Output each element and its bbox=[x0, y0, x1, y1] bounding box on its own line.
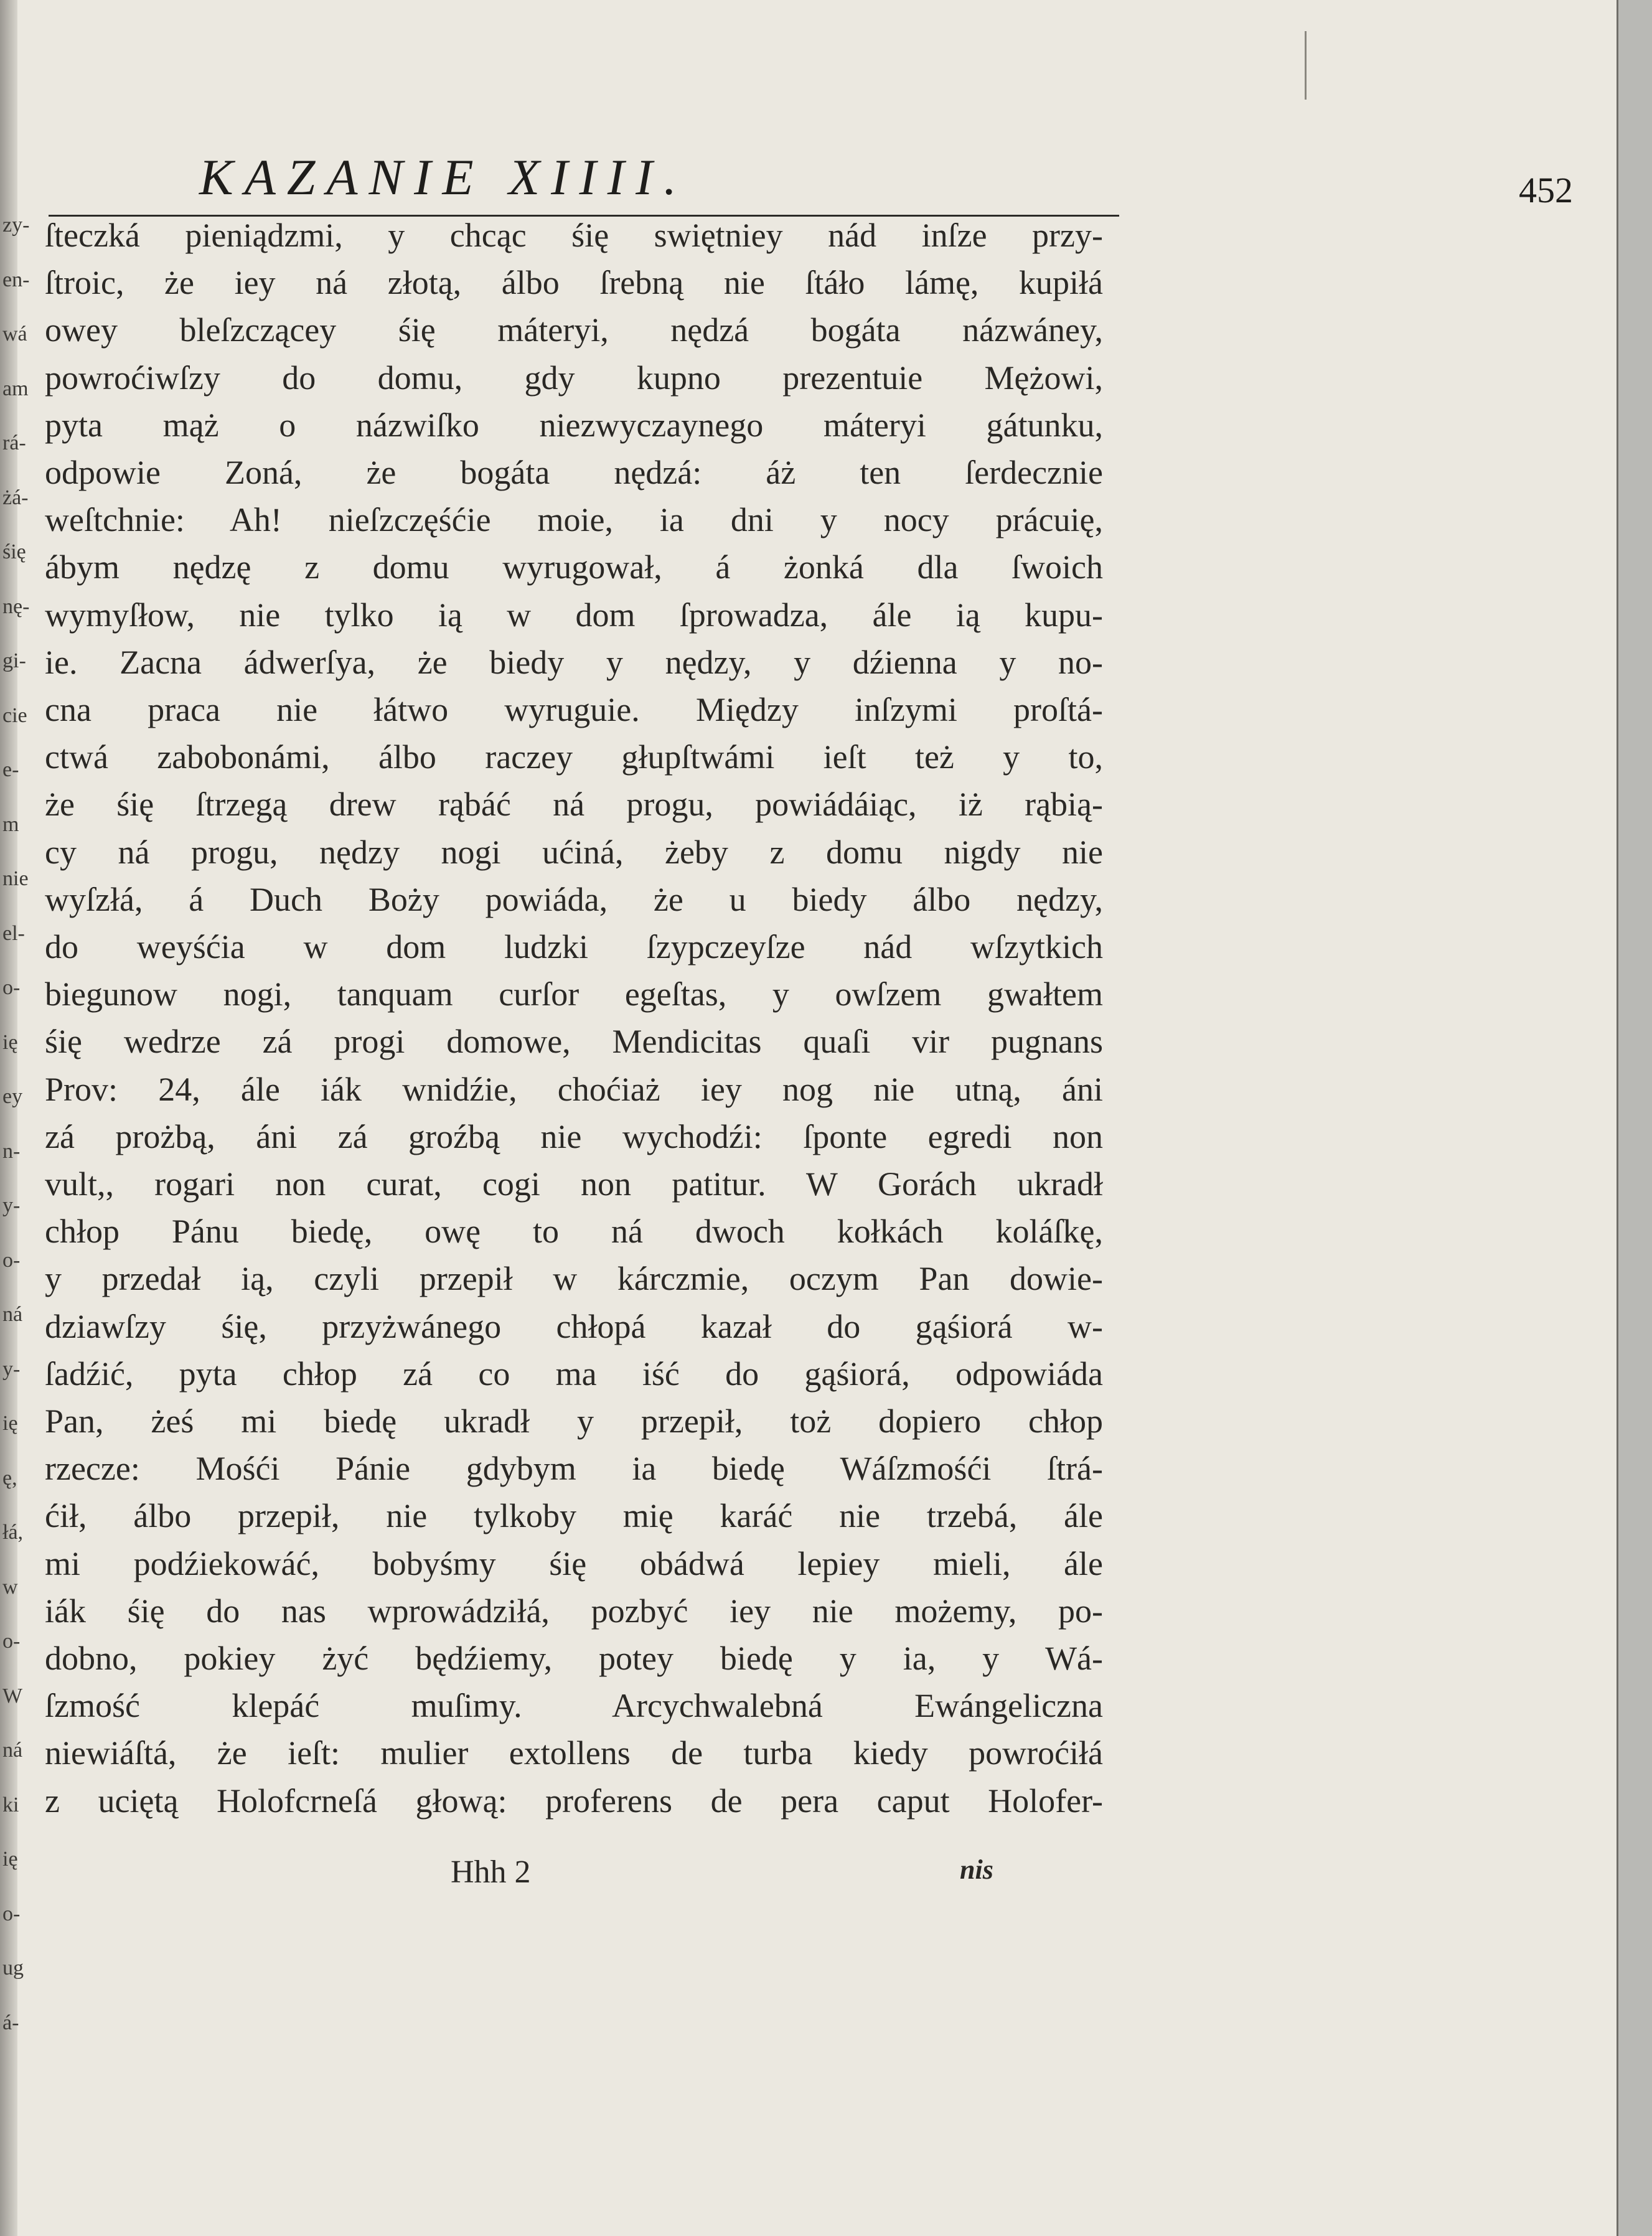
text-line: chłop Pánu biedę, owę to ná dwoch kołkách koláſkę, bbox=[45, 1213, 1103, 1250]
margin-fragment: gi- bbox=[2, 649, 26, 672]
margin-fragment: łá, bbox=[2, 1521, 24, 1544]
margin-fragment: ki bbox=[2, 1793, 19, 1816]
text-line: biegunow nogi, tanquam curſor egeſtas, y owſzem gwałtem bbox=[45, 975, 1103, 1013]
margin-fragment: n- bbox=[2, 1140, 21, 1163]
text-line: dobno, pokiey żyć będźiemy, potey biedę y ia, y Wá- bbox=[45, 1640, 1103, 1677]
text-line: iák śię do nas wprowádziłá, pozbyć iey nie możemy, po- bbox=[45, 1592, 1103, 1630]
margin-fragment: w bbox=[2, 1576, 18, 1599]
text-line: vult,, rogari non curat, cogi non patitur. W Gorách ukradł bbox=[45, 1165, 1103, 1203]
text-line: weſtchnie: Ah! nieſzczęśćie moie, ia dni y nocy prácuię, bbox=[45, 501, 1103, 538]
margin-fragment: y- bbox=[2, 1194, 21, 1217]
margin-fragment: ug bbox=[2, 1957, 24, 1980]
margin-fragment: ię bbox=[2, 1031, 18, 1054]
running-head: KAZANIE XIIII. bbox=[199, 149, 688, 205]
body-text bbox=[45, 212, 1103, 1843]
catchword: nis bbox=[960, 1854, 993, 1885]
text-line: y przedał ią, czyli przepił w kárczmie, oczym Pan dowie- bbox=[45, 1260, 1103, 1297]
text-line: wymyſłow, nie tylko ią w dom ſprowadza, ále ią kupu- bbox=[45, 596, 1103, 634]
margin-fragment: m bbox=[2, 813, 19, 836]
text-line: wyſzłá, á Duch Boży powiáda, że u biedy álbo nędzy, bbox=[45, 881, 1103, 918]
margin-fragment: o- bbox=[2, 1902, 21, 1925]
text-line: odpowie Zoná, że bogáta nędzá: áż ten ſerdecznie bbox=[45, 454, 1103, 491]
text-line: dziawſzy śię, przyżwánego chłopá kazał do gąśiorá w- bbox=[45, 1308, 1103, 1345]
margin-fragment: o- bbox=[2, 1630, 21, 1653]
text-line: ſadźić, pyta chłop zá co ma iść do gąśiorá, odpowiáda bbox=[45, 1355, 1103, 1393]
margin-fragment: y- bbox=[2, 1358, 21, 1381]
margin-mark bbox=[1305, 31, 1319, 100]
text-line: Pan, żeś mi biedę ukradł y przepił, toż dopiero chłop bbox=[45, 1402, 1103, 1440]
margin-fragment: wá bbox=[2, 322, 27, 345]
text-line: do weyśćia w dom ludzki ſzypczeyſze nád wſzytkich bbox=[45, 928, 1103, 965]
margin-fragment: e- bbox=[2, 758, 19, 781]
signature-mark: Hhh 2 bbox=[451, 1854, 531, 1890]
margin-fragment: ey bbox=[2, 1085, 23, 1108]
text-line: że śię ſtrzegą drew rąbáć ná progu, powiádáiąc, iż rąbią- bbox=[45, 786, 1103, 823]
margin-fragment: W bbox=[2, 1684, 23, 1708]
margin-fragment: żá- bbox=[2, 486, 29, 509]
text-line: ábym nędzę z domu wyrugował, á żonká dla ſwoich bbox=[45, 548, 1103, 586]
margin-fragment: ná bbox=[2, 1739, 23, 1762]
margin-fragment: o- bbox=[2, 1249, 21, 1272]
margin-fragment: en- bbox=[2, 268, 30, 291]
margin-fragment: ę, bbox=[2, 1467, 17, 1490]
margin-fragment: rá- bbox=[2, 431, 26, 454]
margin-fragment: nie bbox=[2, 867, 29, 890]
text-line: ćił, álbo przepił, nie tylkoby mię karáć nie trzebá, ále bbox=[45, 1497, 1103, 1534]
margin-fragment: á- bbox=[2, 2011, 19, 2034]
text-line: niewiáſtá, że ieſt: mulier extollens de turba kiedy powroćiłá bbox=[45, 1734, 1103, 1772]
margin-fragment: am bbox=[2, 377, 29, 400]
text-line: owey bleſzczącey śię máteryi, nędzá bogáta názwáney, bbox=[45, 311, 1103, 349]
margin-fragment: ię bbox=[2, 1412, 18, 1435]
margin-fragment: el- bbox=[2, 922, 25, 945]
margin-fragment: nę- bbox=[2, 595, 30, 618]
text-line: ie. Zacna ádwerſya, że biedy y nędzy, y dźienna y no- bbox=[45, 644, 1103, 681]
margin-fragment: ię bbox=[2, 1848, 18, 1871]
text-line: śię wedrze zá progi domowe, Mendicitas quaſi vir pugnans bbox=[45, 1023, 1103, 1060]
text-line: pyta mąż o názwiſko niezwyczaynego máteryi gátunku, bbox=[45, 406, 1103, 444]
text-line: ſtroic, że iey ná złotą, álbo ſrebną nie ſtáło lámę, kupiłá bbox=[45, 264, 1103, 301]
text-line: Prov: 24, ále iák wnidźie, choćiaż iey nog nie utną, áni bbox=[45, 1071, 1103, 1108]
margin-fragment: o- bbox=[2, 976, 21, 999]
text-line: zá prożbą, áni zá groźbą nie wychodźi: ſponte egredi non bbox=[45, 1118, 1103, 1155]
footer-line bbox=[45, 1854, 1103, 1897]
margin-fragment: zy- bbox=[2, 214, 30, 237]
facing-page-fragment bbox=[2, 213, 40, 2068]
text-line: ſteczká pieniądzmi, y chcąc śię swiętniey nád inſze przy- bbox=[45, 217, 1103, 254]
margin-fragment: śię bbox=[2, 540, 26, 563]
margin-fragment: cie bbox=[2, 704, 27, 727]
page-number: 452 bbox=[1519, 170, 1573, 210]
text-line: ſzmość klepáć muſimy. Arcychwalebná Ewángeliczna bbox=[45, 1687, 1103, 1724]
text-line: powroćiwſzy do domu, gdy kupno prezentuie Mężowi, bbox=[45, 359, 1103, 397]
text-line: mi podźiekowáć, bobyśmy śię obádwá lepiey mieli, ále bbox=[45, 1545, 1103, 1582]
text-line: rzecze: Mośći Pánie gdybym ia biedę Wáſzmośći ſtrá- bbox=[45, 1450, 1103, 1487]
text-line: ctwá zabobonámi, álbo raczey głupſtwámi ieſt też y to, bbox=[45, 738, 1103, 776]
text-line: cy ná progu, nędzy nogi ućiná, żeby z domu nigdy nie bbox=[45, 834, 1103, 871]
text-line: z uciętą Holofcrneſá głową: proferens de pera caput Holofer- bbox=[45, 1782, 1103, 1820]
text-line: cna praca nie łátwo wyruguie. Między inſzymi proſtá- bbox=[45, 691, 1103, 728]
margin-fragment: ná bbox=[2, 1303, 23, 1326]
